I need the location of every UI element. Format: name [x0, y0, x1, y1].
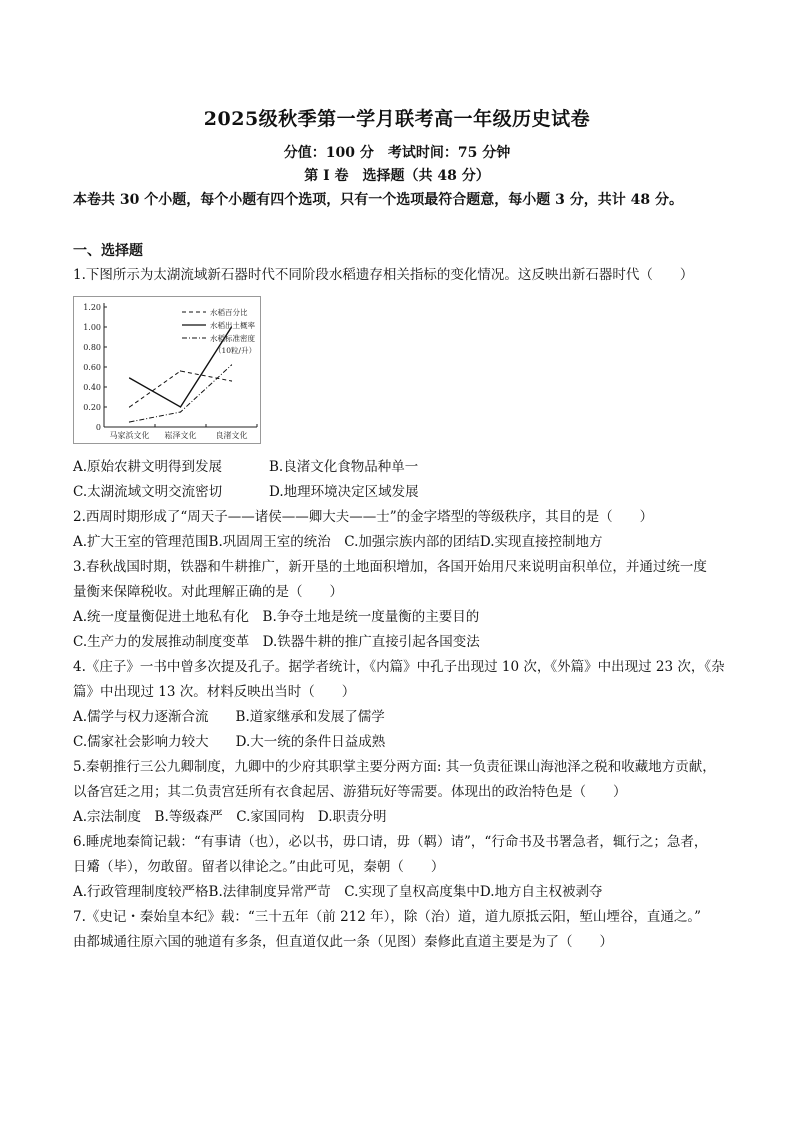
y-tick-label: 0.80: [83, 343, 101, 352]
y-tick-label: 0.20: [83, 403, 101, 412]
q1-options-ab: [73, 457, 418, 477]
q1-chart: [73, 296, 261, 444]
x-tick-label: 崧泽文化: [164, 431, 197, 440]
series-point: [231, 380, 232, 381]
q7-stem-line1: 7.《史记・秦始皇本纪》载：“三十五年（前 212 年），除（治）道，道九原抵云阳，堑山堙谷，直通之。”: [73, 909, 702, 925]
series-point: [180, 406, 181, 407]
y-tick-label: 1.20: [83, 303, 101, 312]
q5-stem-line2: 以备宫廷之用；其二负责宫廷所有衣食起居、游猎玩好等需要。体现出的政治特色是（ ）: [73, 784, 627, 800]
q3-stem-line1: 3.春秋战国时期，铁器和牛耕推广，新开垦的土地面积增加，各国开始用尺来说明亩积单位，并通过统一度: [73, 559, 707, 575]
q4-options-ab: A.儒学与权力逐渐合流 B.道家继承和发展了儒学: [73, 709, 385, 725]
legend-note: （10粒/升）: [214, 346, 257, 355]
x-tick-label: 良渚文化: [215, 431, 248, 440]
y-tick-label: 0.40: [83, 383, 101, 392]
chart-legend: [182, 307, 256, 355]
q3-stem-line2: 量衡来保障税收。对此理解正确的是（ ）: [73, 584, 343, 600]
q2-stem: 2.西周时期形成了“周天子——诸侯——卿大夫——士”的金字塔型的等级秩序，其目的是（ ）: [73, 509, 654, 525]
series-point: [129, 377, 130, 378]
legend-label: 水稻标准密度: [210, 334, 255, 343]
x-tick-label: 马家浜文化: [109, 431, 150, 440]
chart-y-axis: [83, 303, 107, 432]
y-tick-label: 0.60: [83, 363, 101, 372]
q7-stem-line2: 由都城通往原六国的驰道有多条，但直道仅此一条（见图）秦修此直道主要是为了（ ）: [73, 934, 613, 950]
legend-label: 水稻出土概率: [210, 321, 255, 330]
q3-options-ab: A.统一度量衡促进土地私有化 B.争夺土地是统一度量衡的主要目的: [73, 609, 480, 625]
q1-option-a: A.原始农耕文明得到发展: [73, 459, 223, 475]
section-title: 第 I 卷 选择题（共 48 分）: [304, 168, 490, 184]
series-point: [180, 411, 181, 412]
q6-options: A.行政管理制度较严格B.法律制度异常严苛 C.实现了皇权高度集中D.地方自主权被剥夺: [73, 884, 603, 900]
q1-options-cd: [73, 482, 419, 502]
series-line-1: [130, 371, 232, 407]
q6-stem-line2: 日觱（毕），勿敢留。留者以律论之。”由此可见，秦朝（ ）: [73, 859, 445, 875]
series-line-3: [130, 365, 232, 422]
q1-option-d: D.地理环境决定区域发展: [269, 484, 419, 500]
q1-stem: 1.下图所示为太湖流域新石器时代不同阶段水稻遗存相关指标的变化情况。这反映出新石器时代（ ）: [73, 267, 694, 283]
q4-stem-line2: 篇》中出现过 13 次。材料反映出当时（ ）: [73, 684, 356, 700]
q3-options-cd: C.生产力的发展推动制度变革 D.铁器牛耕的推广直接引起各国变法: [73, 634, 480, 650]
series-point: [129, 421, 130, 422]
exam-title: 2025级秋季第一学月联考高一年级历史试卷: [203, 108, 591, 130]
series-point: [231, 364, 232, 365]
q6-stem-line1: 6.睡虎地秦简记载：“有事请（也），必以书，毋口请，毋（羁）请”，“行命书及书署急者，辄行之；急者，: [73, 834, 708, 850]
section-intro: 本卷共 30 个小题，每个小题有四个选项，只有一个选项最符合题意，每小题 3 分，共计 48 分。: [73, 192, 683, 208]
q2-options: A.扩大王室的管理范围B.巩固周王室的统治 C.加强宗族内部的团结D.实现直接控制地方: [73, 534, 603, 550]
part-heading: 一、选择题: [73, 243, 143, 259]
q1-chart-svg: [74, 297, 260, 443]
q1-option-b: B.良渚文化食物品种单一: [269, 459, 419, 475]
q4-stem-line1: 4.《庄子》一书中曾多次提及孔子。据学者统计，《内篇》中孔子出现过 10 次，《外篇》中出现过 23 次，《杂: [73, 659, 725, 675]
series-point: [180, 370, 181, 371]
exam-meta: 分值：100 分 考试时间：75 分钟: [283, 145, 511, 161]
y-tick-label: 0: [95, 423, 101, 432]
q5-options: A.宗法制度 B.等级森严 C.家国同构 D.职责分明: [73, 809, 387, 825]
series-point: [129, 406, 130, 407]
q4-options-cd: C.儒家社会影响力较大 D.大一统的条件日益成熟: [73, 734, 386, 750]
chart-x-axis: [104, 424, 257, 440]
q1-option-c: C.太湖流域文明交流密切: [73, 484, 223, 500]
q5-stem-line1: 5.秦朝推行三公九卿制度，九卿中的少府其职掌主要分两方面: 其一负责征课山海池泽之税和收藏地方贡献，: [73, 759, 716, 775]
y-tick-label: 1.00: [83, 323, 101, 332]
legend-label: 水稻百分比: [210, 308, 248, 317]
